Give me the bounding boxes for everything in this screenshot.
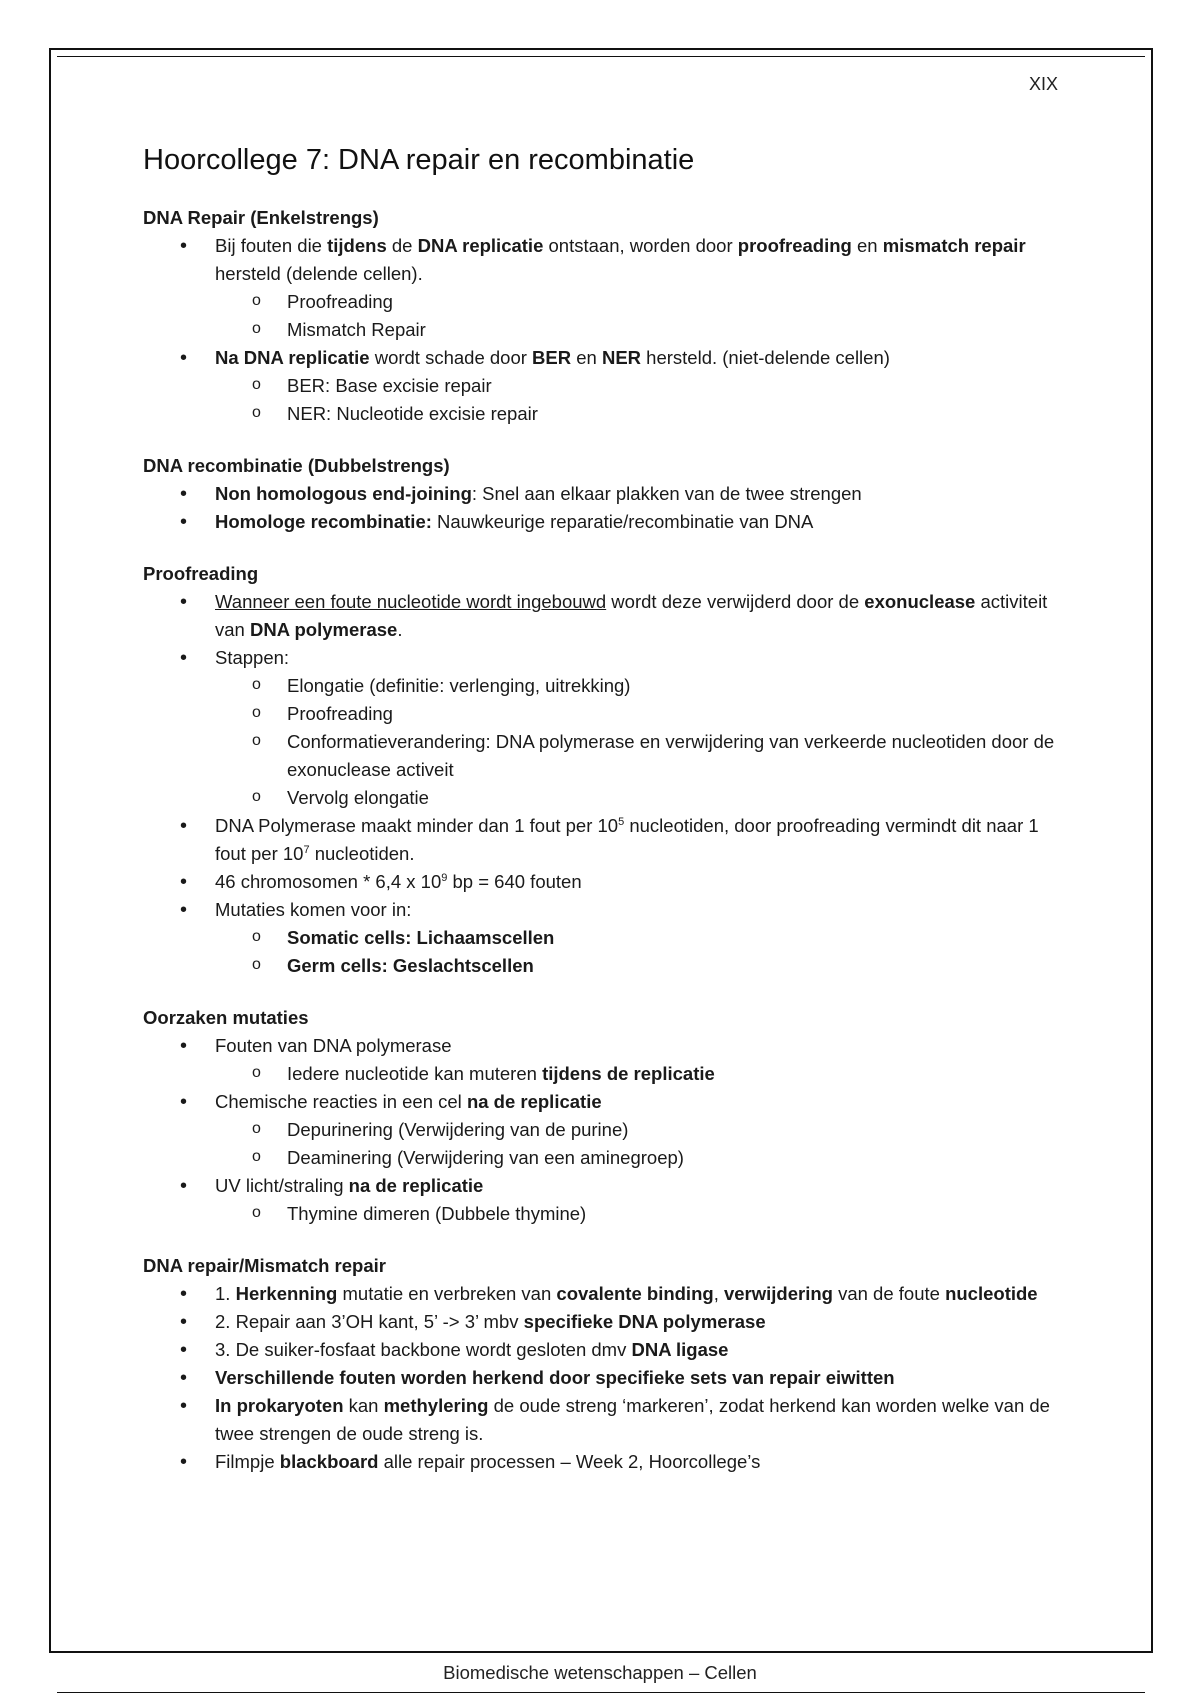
list-item: • In prokaryoten kan methylering de oude streng ‘markeren’, zodat herkend kan worden welke van de twee strengen de oude streng is.	[143, 1392, 1063, 1448]
sub-list-item: o NER: Nucleotide excisie repair	[215, 400, 1063, 428]
page-number: XIX	[1028, 74, 1058, 94]
sub-list-item: o Iedere nucleotide kan muteren tijdens de replicatie	[215, 1060, 1063, 1088]
sub-list-item: o Depurinering (Verwijdering van de purine)	[215, 1116, 1063, 1144]
sub-list-item: o Conformatieverandering: DNA polymerase en verwijdering van verkeerde nucleotiden door de exonuclease activeit	[215, 728, 1063, 784]
list-item: • 1. Herkenning mutatie en verbreken van covalente binding, verwijdering van de foute nucleotide	[143, 1280, 1063, 1308]
list-item: • Bij fouten die tijdens de DNA replicatie ontstaan, worden door proofreading en mismatch repair hersteld (delende cellen). o Proofreading o Mismatch Repair	[143, 232, 1063, 344]
list-dubbelstrengs	[143, 480, 1063, 536]
list-item: • 2. Repair aan 3’OH kant, 5’ -> 3’ mbv specifieke DNA polymerase	[143, 1308, 1063, 1336]
sub-list	[215, 672, 1063, 812]
list-item: • 3. De suiker-fosfaat backbone wordt gesloten dmv DNA ligase	[143, 1336, 1063, 1364]
list-item: • Verschillende fouten worden herkend door specifieke sets van repair eiwitten	[143, 1364, 1063, 1392]
list-item: • Fouten van DNA polymerase o Iedere nucleotide kan muteren tijdens de replicatie	[143, 1032, 1063, 1088]
list-item: • Wanneer een foute nucleotide wordt ingebouwd wordt deze verwijderd door de exonuclease activiteit van DNA polymerase.	[143, 588, 1063, 644]
sub-list-item: o Vervolg elongatie	[215, 784, 1063, 812]
section-heading-proofreading: Proofreading	[143, 563, 259, 584]
page-title: Hoorcollege 7: DNA repair en recombinatie	[143, 144, 695, 176]
section-heading-mismatch: DNA repair/Mismatch repair	[143, 1255, 386, 1276]
list-item: • DNA Polymerase maakt minder dan 1 fout per $10^5$ nucleotiden, door proofreading vermindt dit naar 1 fout per $10^7$ nucleotiden.	[143, 812, 1063, 868]
section-heading-dubbelstrengs: DNA recombinatie (Dubbelstrengs)	[143, 455, 450, 476]
list-enkelstrengs	[143, 232, 1063, 428]
sub-list-item: o Proofreading	[215, 700, 1063, 728]
section-heading-oorzaken: Oorzaken mutaties	[143, 1007, 309, 1028]
sub-list-item: o Somatic cells: Lichaamscellen	[215, 924, 1063, 952]
section-heading-enkelstrengs: DNA Repair (Enkelstrengs)	[143, 207, 379, 228]
sub-list	[215, 924, 1063, 980]
list-item: • Mutaties komen voor in: o Somatic cells: Lichaamscellen o Germ cells: Geslachtscellen	[143, 896, 1063, 980]
list-mismatch	[143, 1280, 1063, 1476]
sub-list-item: o Mismatch Repair	[215, 316, 1063, 344]
list-item: • Filmpje blackboard alle repair processen – Week 2, Hoorcollege’s	[143, 1448, 1063, 1476]
sub-list	[215, 288, 1063, 344]
sub-list-item: o Germ cells: Geslachtscellen	[215, 952, 1063, 980]
sub-list	[215, 372, 1063, 428]
page-footer: Biomedische wetenschappen – Cellen	[443, 1662, 757, 1683]
sub-list	[215, 1060, 1063, 1088]
list-item: • Stappen: o Elongatie (definitie: verlenging, uitrekking) o Proofreading o Conformatieverandering: DNA polymerase en verwijdering van verkeerde nucleotiden door de exonuclease activeit o Vervolg elongatie	[143, 644, 1063, 812]
sub-list	[215, 1200, 1063, 1228]
list-proofreading	[143, 588, 1063, 980]
list-oorzaken	[143, 1032, 1063, 1228]
list-item: • Non homologous end-joining: Snel aan elkaar plakken van de twee strengen	[143, 480, 1063, 508]
sub-list-item: o Deaminering (Verwijdering van een aminegroep)	[215, 1144, 1063, 1172]
document-body	[143, 140, 1063, 1500]
list-item: • UV licht/straling na de replicatie o Thymine dimeren (Dubbele thymine)	[143, 1172, 1063, 1228]
footer-rule	[57, 1692, 1145, 1693]
sub-list-item: o Elongatie (definitie: verlenging, uitrekking)	[215, 672, 1063, 700]
sub-list-item: o Proofreading	[215, 288, 1063, 316]
list-item: • 46 chromosomen * 6,4 x $10^9$ bp = 640 fouten	[143, 868, 1063, 896]
list-item: • Homologe recombinatie: Nauwkeurige reparatie/recombinatie van DNA	[143, 508, 1063, 536]
sub-list	[215, 1116, 1063, 1172]
list-item: • Na DNA replicatie wordt schade door BER en NER hersteld. (niet-delende cellen) o BER: Base excisie repair o NER: Nucleotide excisie repair	[143, 344, 1063, 428]
sub-list-item: o BER: Base excisie repair	[215, 372, 1063, 400]
sub-list-item: o Thymine dimeren (Dubbele thymine)	[215, 1200, 1063, 1228]
list-item: • Chemische reacties in een cel na de replicatie o Depurinering (Verwijdering van de purine) o Deaminering (Verwijdering van een aminegroep)	[143, 1088, 1063, 1172]
